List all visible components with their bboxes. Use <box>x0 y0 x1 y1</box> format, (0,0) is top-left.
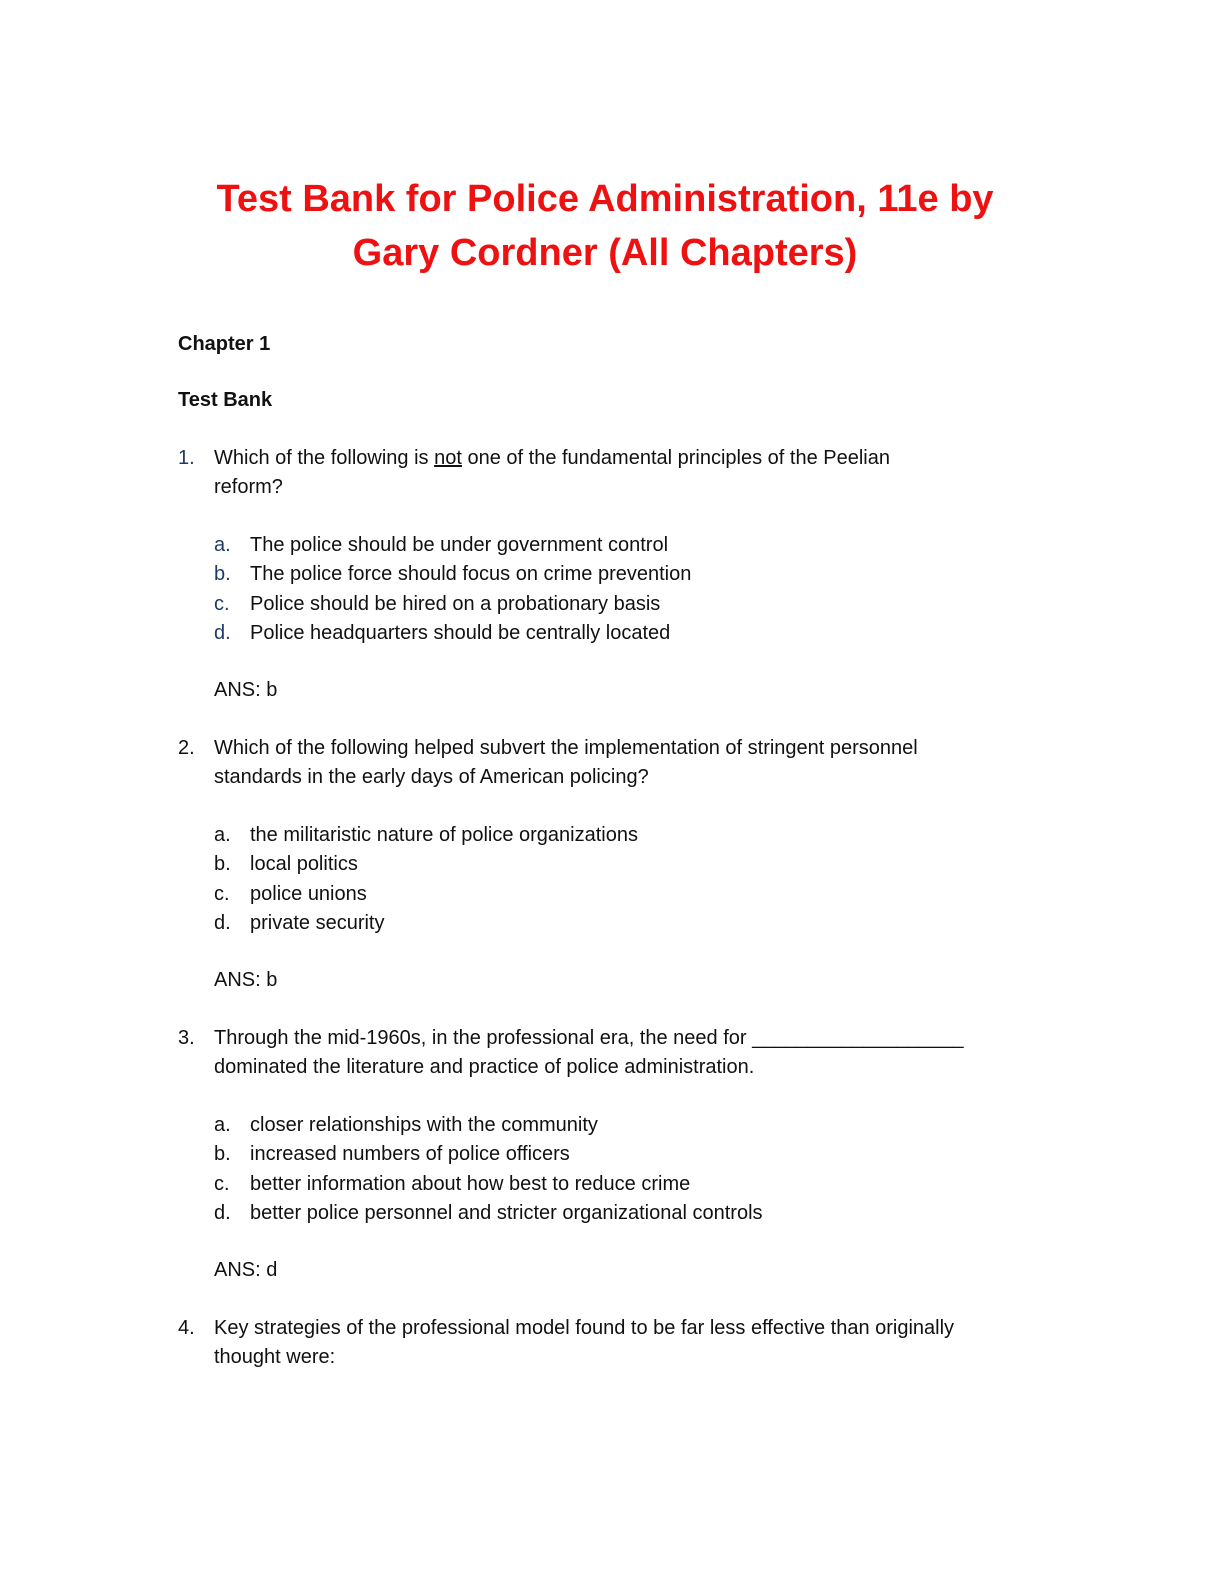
option-item <box>214 1140 1014 1169</box>
option-item <box>214 1170 1014 1199</box>
option-letter: a. <box>214 534 231 556</box>
question-4-text-line2: thought were: <box>214 1346 336 1368</box>
question-1-options <box>214 531 1014 648</box>
option-text: increased numbers of police officers <box>250 1143 570 1166</box>
option-item <box>214 590 1014 619</box>
option-item <box>214 1199 1014 1228</box>
title-line-1: Test Bank for Police Administration, 11e by <box>216 178 994 220</box>
question-3-answer: ANS: d <box>214 1259 278 1281</box>
option-text: The police should be under government control <box>250 534 669 556</box>
option-letter: c. <box>214 882 230 905</box>
option-text: better information about how best to reduce crime <box>250 1172 691 1195</box>
title-line-2: Gary Cordner (All Chapters) <box>352 232 858 274</box>
question-3-text-line2: dominated the literature and practice of police administration. <box>214 1056 755 1078</box>
question-1-emphasis: not <box>434 447 462 469</box>
question-1-number: 1. <box>178 447 195 469</box>
question-3-text <box>214 1024 1034 1082</box>
option-item <box>214 619 1014 648</box>
question-2-text <box>214 734 1034 792</box>
question-1-text <box>214 444 1034 502</box>
question-2-text-line2: standards in the early days of American policing? <box>214 766 649 788</box>
option-text: Police should be hired on a probationary basis <box>250 592 661 615</box>
chapter-heading: Chapter 1 <box>178 333 271 355</box>
option-text: local politics <box>250 853 358 876</box>
option-letter: c. <box>214 1172 230 1195</box>
option-letter: b. <box>214 563 231 586</box>
option-item <box>214 909 1014 938</box>
section-heading: Test Bank <box>178 389 273 411</box>
option-item <box>214 821 1014 850</box>
option-item <box>214 560 1014 589</box>
option-letter: d. <box>214 621 231 644</box>
question-1-text-start: Which of the following is <box>214 447 435 469</box>
option-text: private security <box>250 911 385 934</box>
option-item <box>214 880 1014 909</box>
option-text: police unions <box>250 882 367 905</box>
question-1-answer: ANS: b <box>214 679 278 701</box>
question-4-text-line1: Key strategies of the professional model found to be far less effective than originally <box>214 1317 955 1339</box>
question-1-text-end: one of the fundamental principles of the Peelian <box>461 447 890 469</box>
question-3-options <box>214 1111 1014 1228</box>
question-3-text-line1: Through the mid-1960s, in the professional era, the need for ___________________ <box>214 1027 964 1049</box>
option-item <box>214 531 1014 560</box>
option-letter: d. <box>214 1201 231 1224</box>
question-4-text <box>214 1314 1034 1372</box>
question-2-answer: ANS: b <box>214 969 278 991</box>
question-2-options <box>214 821 1014 938</box>
option-text: The police force should focus on crime prevention <box>250 563 692 586</box>
option-text: Police headquarters should be centrally located <box>250 621 671 644</box>
option-letter: c. <box>214 592 230 615</box>
option-text: closer relationships with the community <box>250 1114 598 1136</box>
option-letter: d. <box>214 911 231 934</box>
question-2-text-line1: Which of the following helped subvert the implementation of stringent personnel <box>214 737 918 759</box>
question-1-text-line2: reform? <box>214 476 283 498</box>
question-2-number: 2. <box>178 737 195 759</box>
option-text: the militaristic nature of police organizations <box>250 824 638 846</box>
option-letter: a. <box>214 824 231 846</box>
option-letter: a. <box>214 1114 231 1136</box>
option-letter: b. <box>214 1143 231 1166</box>
document-title <box>150 172 1060 280</box>
option-text: better police personnel and stricter organizational controls <box>250 1201 763 1224</box>
question-4-number: 4. <box>178 1317 195 1339</box>
option-item <box>214 1111 1014 1140</box>
option-letter: b. <box>214 853 231 876</box>
option-item <box>214 850 1014 879</box>
question-3-number: 3. <box>178 1027 195 1049</box>
